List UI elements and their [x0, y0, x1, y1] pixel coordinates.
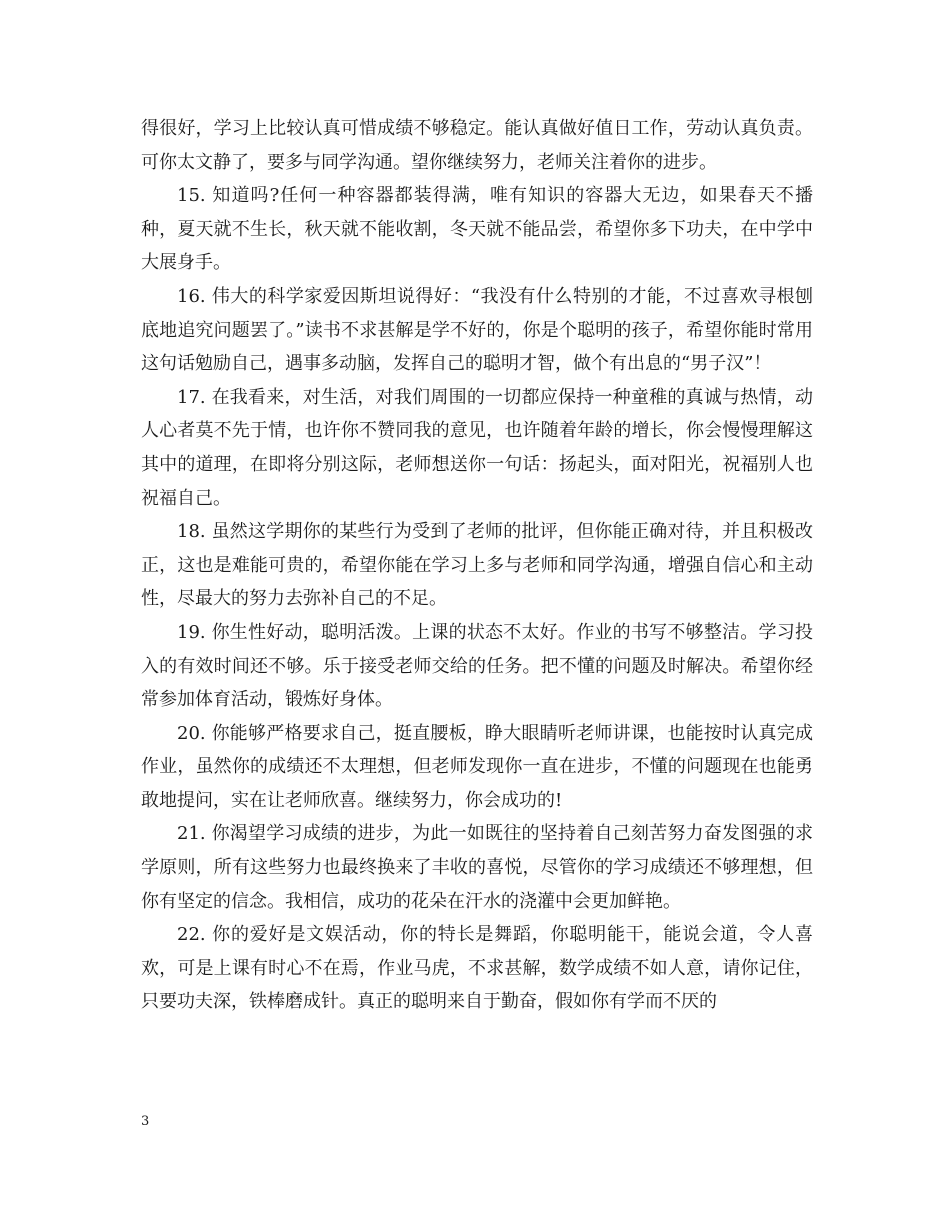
document-body	[141, 112, 813, 1019]
paragraph-item-16: 16. 伟大的科学家爱因斯坦说得好：“我没有什么特别的才能，不过喜欢寻根刨底地追究问题罢了。”读书不求甚解是学不好的，你是个聪明的孩子，希望你能时常用这句话勉励自己，遇事多动脑，发挥自己的聪明才智，做个有出息的“男子汉”！	[141, 285, 813, 375]
paragraph-item-20: 20. 你能够严格要求自己，挺直腰板，睁大眼睛听老师讲课，也能按时认真完成作业，虽然你的成绩还不太理想，但老师发现你一直在进步，不懂的问题现在也能勇敢地提问，实在让老师欣喜。继续努力，你会成功的!	[141, 722, 813, 811]
page-number: 3	[141, 1114, 150, 1129]
paragraph-continuation: 得很好，学习上比较认真可惜成绩不够稳定。能认真做好值日工作，劳动认真负责。可你太文静了，要多与同学沟通。望你继续努力，老师关注着你的进步。	[141, 118, 813, 173]
paragraph-item-19: 19. 你生性好动，聪明活泼。上课的状态不太好。作业的书写不够整洁。学习投入的有效时间还不够。乐于接受老师交给的任务。把不懂的问题及时解决。希望你经常参加体育活动，锻炼好身体。	[141, 621, 813, 711]
paragraph-item-17: 17. 在我看来，对生活，对我们周围的一切都应保持一种童稚的真诚与热情，动人心者莫不先于情，也许你不赞同我的意见，也许随着年龄的增长，你会慢慢理解这其中的道理，在即将分别这际，老师想送你一句话：扬起头，面对阳光，祝福别人也祝福自己。	[141, 386, 813, 509]
paragraph-item-22: 22. 你的爱好是文娱活动，你的特长是舞蹈，你聪明能干，能说会道，令人喜欢，可是上课有时心不在焉，作业马虎，不求甚解，数学成绩不如人意，请你记住，只要功夫深，铁棒磨成针。真正的聪明来自于勤奋，假如你有学而不厌的	[141, 924, 813, 1013]
paragraph-item-21: 21. 你渴望学习成绩的进步，为此一如既往的坚持着自己刻苦努力奋发图强的求学原则，所有这些努力也最终换来了丰收的喜悦，尽管你的学习成绩还不够理想，但你有坚定的信念。我相信，成功的花朵在汗水的浇灌中会更加鲜艳。	[141, 823, 813, 912]
paragraph-item-15: 15. 知道吗?任何一种容器都装得满，唯有知识的容器大无边，如果春天不播种，夏天就不生长，秋天就不能收割，冬天就不能品尝，希望你多下功夫，在中学中大展身手。	[141, 185, 813, 274]
paragraph-item-18: 18. 虽然这学期你的某些行为受到了老师的批评，但你能正确对待，并且积极改正，这也是难能可贵的，希望你能在学习上多与老师和同学沟通，增强自信心和主动性，尽最大的努力去弥补自己的不足。	[141, 521, 813, 610]
